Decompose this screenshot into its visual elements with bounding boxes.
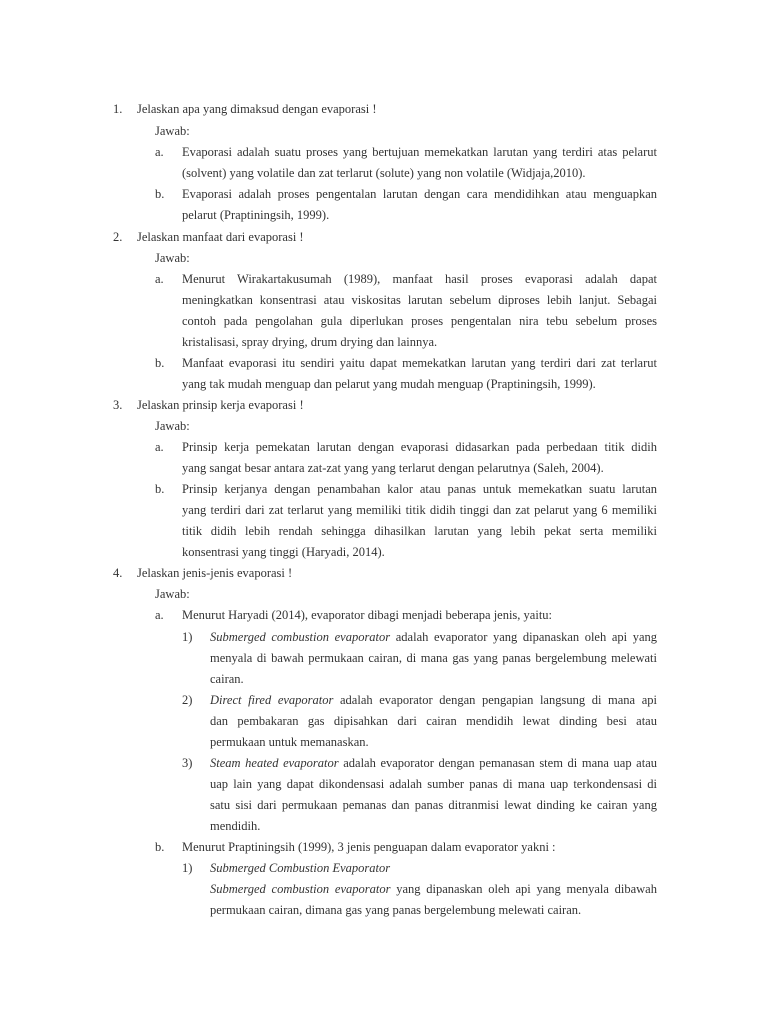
answer-label: Jawab: [155, 124, 190, 138]
question-number: 3. [113, 398, 123, 412]
answer-line: kristalisasi, spray drying, drum drying dan lainnya. [182, 335, 438, 349]
answer-line: meningkatkan konsentrasi atau viskositas larutan sebelum diproses lebih lanjut. Sebagai [182, 293, 657, 307]
answer-label: Jawab: [155, 587, 190, 601]
sub-item-line: satu sisi dari permukaan pemanas dan panas ditranmisi lewat dinding ke cairan yang [210, 798, 657, 812]
answer-letter: b. [155, 840, 165, 854]
answer-line: Evaporasi adalah suatu proses yang bertujuan memekatkan larutan yang terdiri atas pelarut [182, 145, 657, 159]
answer-line: titik didih lebih rendah sehingga dihasilkan larutan yang lebih pekat serta memiliki [182, 524, 657, 538]
sub-item-number: 1) [182, 861, 193, 875]
answer-intro: Menurut Haryadi (2014), evaporator dibagi menjadi beberapa jenis, yaitu: [182, 608, 553, 622]
question-text: Jelaskan manfaat dari evaporasi ! [137, 230, 304, 244]
sub-item-title: Submerged Combustion Evaporator [210, 861, 391, 875]
answer-line: Prinsip kerja pemekatan larutan dengan evaporasi didasarkan pada perbedaan titik didih [182, 440, 657, 454]
answer-letter: a. [155, 608, 164, 622]
answer-line: contoh pada pengolahan gula diperlukan proses pengentalan nira tebu sebelum proses [182, 314, 657, 328]
sub-item-line: permukaan untuk memanaskan. [210, 735, 369, 749]
question-number: 4. [113, 566, 123, 580]
question-text: Jelaskan jenis-jenis evaporasi ! [137, 566, 293, 580]
sub-item-term: Submerged combustion evaporator [210, 630, 391, 644]
answer-line: (solvent) yang volatile dan zat terlarut (solute) yang non volatile (Widjaja,2010). [182, 166, 586, 180]
sub-item-text: yang dipanaskan oleh api yang menyala dibawah [390, 882, 657, 896]
sub-item-line [210, 756, 657, 770]
sub-item-line [210, 630, 657, 644]
answer-line: pelarut (Praptiningsih, 1999). [182, 208, 330, 222]
answer-line: yang sangat besar antara zat-zat yang yang terlarut dengan pelarutnya (Saleh, 2004). [182, 461, 604, 475]
answer-label: Jawab: [155, 251, 190, 265]
question-text: Jelaskan apa yang dimaksud dengan evaporasi ! [137, 102, 377, 116]
answer-letter: b. [155, 482, 165, 496]
answer-letter: b. [155, 356, 165, 370]
sub-item-number: 3) [182, 756, 193, 770]
answer-letter: a. [155, 145, 164, 159]
sub-item-line: permukaan cairan, dimana gas yang panas bergelembung melewati cairan. [210, 903, 582, 917]
answer-line: yang tak mudah menguap dan pelarut yang mudah menguap (Praptiningsih, 1999). [182, 377, 596, 391]
sub-item-term: Steam heated evaporator [210, 756, 339, 770]
question-text: Jelaskan prinsip kerja evaporasi ! [137, 398, 304, 412]
sub-item-number: 1) [182, 630, 193, 644]
sub-item-number: 2) [182, 693, 193, 707]
sub-item-line: mendidih. [210, 819, 261, 833]
answer-label: Jawab: [155, 419, 190, 433]
question-number: 1. [113, 102, 123, 116]
sub-item-line [210, 882, 657, 896]
sub-item-term: Direct fired evaporator [210, 693, 334, 707]
sub-item-term: Submerged combustion evaporator [210, 882, 391, 896]
sub-item-line: cairan. [210, 672, 244, 686]
answer-letter: a. [155, 440, 164, 454]
answer-letter: a. [155, 272, 164, 286]
sub-item-line: uap lain yang dapat dikondensasi adalah sumber panas di mana uap terkondensasi di [210, 777, 657, 791]
sub-item-text: adalah evaporator dengan pemanasan stem di mana uap atau [338, 756, 657, 770]
sub-item-line: menyala di bawah permukaan cairan, di mana gas yang panas bergelembung melewati [210, 651, 657, 665]
question-number: 2. [113, 230, 123, 244]
sub-item-line [210, 693, 657, 707]
answer-line: Prinsip kerjanya dengan penambahan kalor atau panas untuk memekatkan suatu larutan [182, 482, 657, 496]
sub-item-text: adalah evaporator yang dipanaskan oleh api yang [390, 630, 657, 644]
answer-line: yang terdiri dari zat terlarut yang memiliki titik didih tinggi dan zat pelarut yang 6 memiliki [182, 503, 657, 517]
sub-item-text: adalah evaporator dengan pengapian langsung di mana api [333, 693, 657, 707]
answer-line: konsentrasi yang tinggi (Haryadi, 2014). [182, 545, 385, 559]
answer-line: Manfaat evaporasi itu sendiri yaitu dapat memekatkan larutan yang terdiri dari zat terlarut [182, 356, 657, 370]
answer-line: Menurut Wirakartakusumah (1989), manfaat hasil proses evaporasi adalah dapat [182, 272, 657, 286]
answer-line: Evaporasi adalah proses pengentalan larutan dengan cara mendidihkan atau menguapkan [182, 187, 657, 201]
answer-letter: b. [155, 187, 165, 201]
sub-item-line: dan pembakaran gas dipisahkan dari cairan mendidih lewat dinding besi atau [210, 714, 657, 728]
answer-intro: Menurut Praptiningsih (1999), 3 jenis penguapan dalam evaporator yakni : [182, 840, 556, 854]
